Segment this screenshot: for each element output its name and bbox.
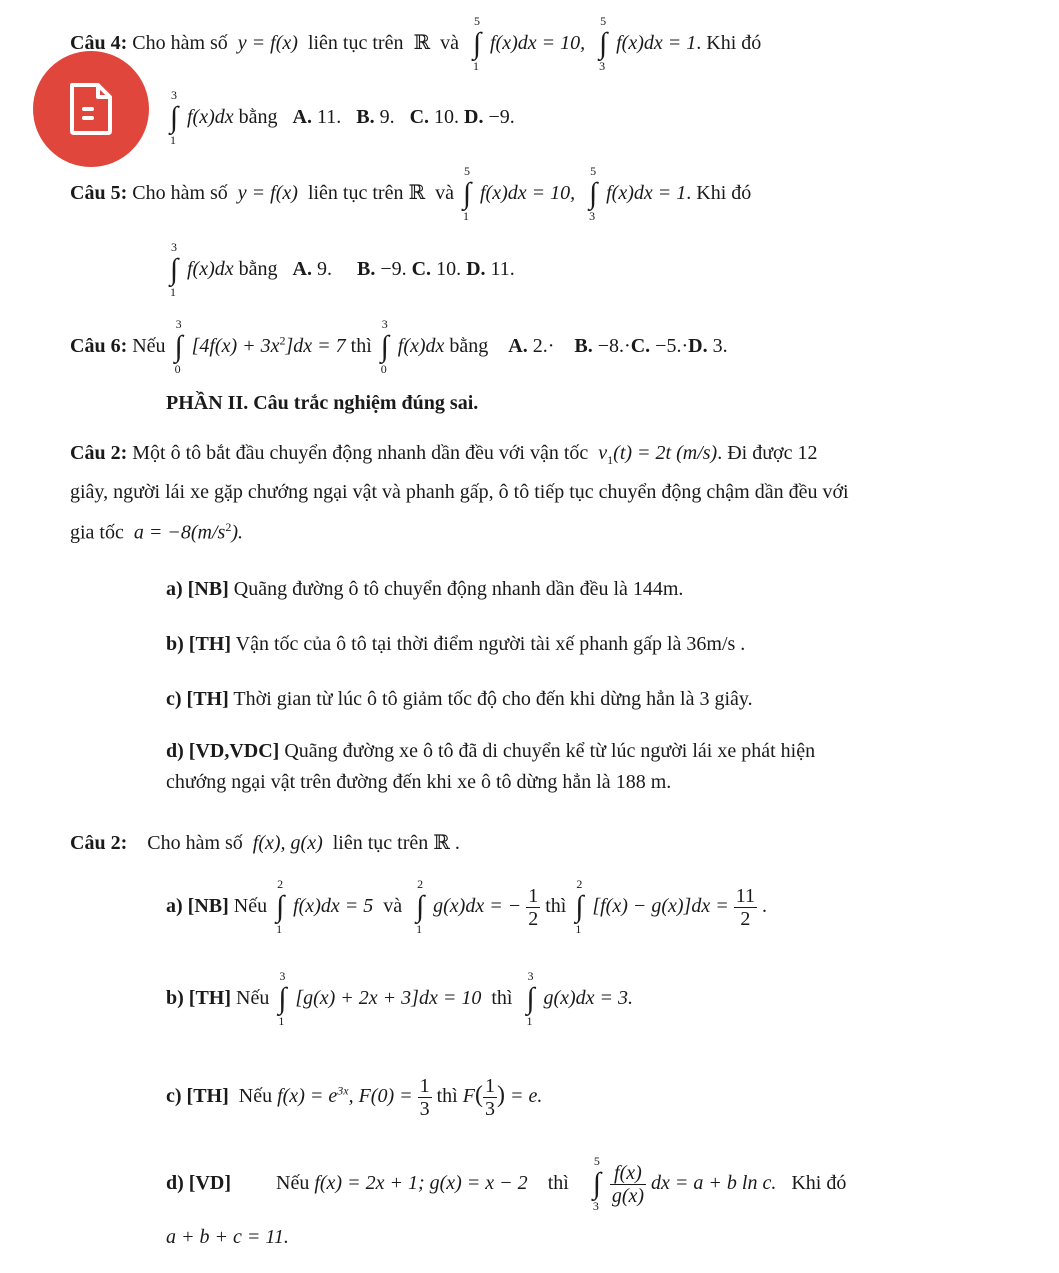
- q5-option-d: 11.: [490, 258, 515, 281]
- q2b-c-eq: = e.: [509, 1085, 543, 1108]
- q2b-a-label: a) [NB]: [166, 895, 229, 918]
- q6-option-a-label: A.: [508, 335, 528, 358]
- q2a-acc-exp: 2: [225, 520, 232, 534]
- q4-func: y = f(x): [237, 32, 298, 55]
- q2b-line-1: [70, 830, 460, 855]
- q5-and: và: [435, 182, 454, 205]
- q5-R: ℝ: [408, 182, 426, 205]
- q2b-a-int3: [f(x) − g(x)]dx =: [592, 895, 729, 918]
- q4-int1: f(x)dx = 10,: [489, 32, 586, 55]
- q6-option-b-label: B.: [574, 335, 593, 358]
- integral-sign: 3 ∫ 0: [380, 317, 389, 376]
- left-paren: (: [474, 1082, 483, 1109]
- part2-title: PHẦN II. Câu trắc nghiệm đúng sai.: [166, 392, 479, 414]
- q2a-b-label: b) [TH]: [166, 633, 231, 655]
- document-icon[interactable]: [33, 51, 149, 167]
- q6-neu: Nếu: [132, 335, 166, 358]
- q2b-c-label: c) [TH]: [166, 1085, 229, 1108]
- q4-option-c-label: C.: [409, 106, 430, 129]
- q2a-c-text: Thời gian từ lúc ô tô giảm tốc độ cho đến khi dừng hẳn là 3 giây.: [233, 688, 753, 710]
- q2a-text1: Một ô tô bắt đầu chuyển động nhanh dần đều với vận tốc: [132, 442, 589, 464]
- q2b-c-neu: Nếu: [238, 1085, 273, 1108]
- q2a-line-3: [70, 520, 243, 545]
- q2a-a-label: a) [NB]: [166, 578, 229, 600]
- one-third-fraction: $\frac{1}{3}$: [419, 1075, 430, 1120]
- q5-bang: bằng: [238, 258, 278, 281]
- q4-line-2: [166, 88, 515, 147]
- q2b-option-c: [166, 1075, 542, 1120]
- q2a-text1b: . Đi được 12: [717, 442, 818, 464]
- q4-option-b-label: B.: [356, 106, 375, 129]
- q5-line-1: [70, 164, 752, 223]
- q2b-c-thi: thì: [436, 1085, 458, 1108]
- q2b-d-thi: thì: [547, 1172, 569, 1195]
- q2b-a-neu: Nếu: [233, 895, 268, 918]
- q2b-d-f: f(x) = 2x + 1; g(x) = x − 2: [314, 1172, 528, 1195]
- q5-option-a-label: A.: [292, 258, 312, 281]
- q5-option-c-label: C.: [411, 258, 432, 281]
- q2b-d-khido: Khi đó: [791, 1172, 847, 1195]
- q4-R: ℝ: [413, 32, 431, 55]
- q2a-option-a: [166, 578, 683, 601]
- q2b-a-thi: thì: [545, 895, 567, 918]
- q2a-a-text: Quãng đường ô tô chuyển động nhanh dần đều là 144m.: [233, 578, 684, 600]
- q6-option-b: −8.·: [597, 335, 631, 358]
- integral-sign: 3 ∫ 1: [526, 969, 535, 1028]
- q4-option-a-label: A.: [292, 106, 312, 129]
- q5-option-c: 10.: [436, 258, 462, 281]
- q2a-text3: gia tốc: [70, 521, 124, 544]
- q5-line-2: [166, 240, 515, 299]
- q4-option-a: 11.: [316, 106, 342, 129]
- q2b-d-final: a + b + c = 11.: [166, 1226, 289, 1248]
- q2b-c-exp: 3x: [337, 1083, 349, 1098]
- q2b-d-res: dx = a + b ln c.: [651, 1172, 777, 1195]
- eleven-half-fraction: $\frac{11}{2}$: [735, 885, 755, 930]
- integral-sign: 2 ∫ 1: [275, 877, 285, 936]
- q2b-c-f: f(x) = e: [277, 1085, 338, 1108]
- one-third-fraction-arg: $\frac{1}{3}$: [484, 1075, 495, 1120]
- integral-sign: 3 ∫ 1: [278, 969, 287, 1028]
- q5-int3: f(x)dx: [187, 258, 234, 281]
- q5-int2: f(x)dx = 1: [606, 182, 687, 205]
- integral-sign: 5 ∫ 3: [592, 1154, 601, 1213]
- q2b-a-va: và: [383, 895, 403, 918]
- q6-option-d: 3.: [712, 335, 728, 358]
- q4-option-c: 10.: [434, 106, 460, 129]
- integral-sign: 5 ∫ 3: [589, 164, 598, 223]
- q2a-option-c: [166, 688, 753, 711]
- q4-and: và: [440, 32, 459, 55]
- q2b-b-label: b) [TH]: [166, 987, 231, 1010]
- q6-exponent: 2: [279, 333, 286, 348]
- q4-line-1: [70, 14, 762, 73]
- q2b-intro: Cho hàm số: [147, 832, 243, 854]
- integral-sign: 3 ∫ 0: [174, 317, 183, 376]
- integral-sign: 5 ∫ 1: [462, 164, 472, 223]
- q4-int2: f(x)dx = 1: [616, 32, 697, 55]
- q5-option-a: 9.: [316, 258, 332, 281]
- q2b-option-a: a) [NB] Nếu 2 ∫ 1 f(x)dx = 5 và 2 ∫ 1 g(x)dx = − $\frac{1}{2}$ thì 2 ∫ 1 [f(x) − g(x)]dx = $\frac{11}{2}$ .: [166, 877, 767, 936]
- q5-option-d-label: D.: [466, 258, 486, 281]
- q5-int1: f(x)dx = 10,: [479, 182, 576, 205]
- q2a-acc-end: ).: [231, 521, 243, 544]
- integral-sign: 3 ∫ 1: [169, 240, 179, 299]
- q4-intro: Cho hàm số: [132, 32, 228, 55]
- q6-int2: f(x)dx: [397, 335, 445, 358]
- integral-sign: 5 ∫ 1: [472, 14, 482, 73]
- q2a-label: Câu 2:: [70, 442, 128, 464]
- q6-option-c-label: C.: [630, 335, 651, 358]
- q4-bang: bằng: [238, 106, 278, 129]
- q2b-b-neu: Nếu: [236, 987, 270, 1010]
- q6-option-d-label: D.: [688, 335, 708, 358]
- q2a-d-text2: chướng ngại vật trên đường đến khi xe ô tô dừng hẳn là 188 m.: [166, 771, 672, 793]
- q4-option-d: −9.: [488, 106, 515, 129]
- q2b-b-int1: [g(x) + 2x + 3]dx = 10: [295, 987, 482, 1010]
- q6-label: Câu 6:: [70, 335, 128, 358]
- integral-sign: 2 ∫ 1: [416, 877, 425, 936]
- q2b-cont: liên tục trên ℝ .: [332, 832, 460, 854]
- q2b-funcs: f(x), g(x): [252, 832, 323, 854]
- q5-khido: . Khi đó: [686, 182, 752, 205]
- q4-cont: liên tục trên: [307, 32, 404, 55]
- q2b-option-b: [166, 969, 634, 1028]
- q2b-a-int2: g(x)dx = −: [433, 895, 522, 918]
- q2a-b-text: Vận tốc của ô tô tại thời điểm người tài xế phanh gấp là 36m/s .: [235, 633, 746, 655]
- q4-option-d-label: D.: [464, 106, 484, 129]
- q2a-v: v: [598, 442, 608, 464]
- q5-cont: liên tục trên: [307, 182, 404, 205]
- integral-sign: 2 ∫ 1: [575, 877, 584, 936]
- q2b-label: Câu 2:: [70, 832, 128, 854]
- q2a-acc: a = −8(m/s: [133, 521, 226, 544]
- q2a-v-subscript: 1: [607, 453, 614, 467]
- q2a-option-d: [166, 740, 815, 763]
- q5-func: y = f(x): [237, 182, 298, 205]
- q4-int3: f(x)dx: [187, 106, 234, 129]
- f-over-g-fraction: $\frac{f(x)}{g(x)}$: [611, 1162, 645, 1207]
- q2b-b-thi: thì: [491, 987, 513, 1010]
- q2a-d-label: d) [VD,VDC]: [166, 740, 280, 762]
- q5-option-b: −9.: [380, 258, 407, 281]
- right-paren: ): [496, 1082, 505, 1109]
- integral-sign: 5 ∫ 3: [599, 14, 608, 73]
- q6-option-c: −5.·: [655, 335, 689, 358]
- half-fraction: $\frac{1}{2}$: [528, 885, 539, 930]
- q2b-b-int2: g(x)dx = 3.: [543, 987, 634, 1010]
- q2b-option-d: [166, 1154, 847, 1213]
- q6-thi: thì: [350, 335, 372, 358]
- q5-option-b-label: B.: [356, 258, 376, 281]
- q2a-c-label: c) [TH]: [166, 688, 229, 710]
- q5-intro: Cho hàm số: [132, 182, 228, 205]
- q6-int1: [4f(x) + 3x: [191, 335, 280, 358]
- q6-line: [70, 317, 728, 376]
- q2a-d-text1: Quãng đường xe ô tô đã di chuyển kể từ lúc người lái xe phát hiện: [284, 740, 816, 762]
- q2b-c-F0: , F(0) =: [348, 1085, 413, 1108]
- integral-sign: 3 ∫ 1: [169, 88, 179, 147]
- q6-int1b: ]dx = 7: [285, 335, 346, 358]
- q4-option-b: 9.: [379, 106, 395, 129]
- q5-label: Câu 5:: [70, 182, 128, 205]
- q2b-d-neu: Nếu: [276, 1172, 310, 1195]
- q6-bang: bằng: [449, 335, 489, 358]
- q2b-a-int1: f(x)dx = 5: [293, 895, 374, 918]
- q2b-c-F: F: [462, 1085, 475, 1108]
- q4-khido: . Khi đó: [696, 32, 762, 55]
- q2a-option-b: [166, 633, 745, 656]
- q2a-text2: giây, người lái xe gặp chướng ngại vật và phanh gấp, ô tô tiếp tục chuyển động chậm dần đều với: [70, 481, 849, 503]
- file-icon: [68, 83, 114, 135]
- q6-option-a: 2.·: [532, 335, 555, 358]
- q4-label: Câu 4:: [70, 32, 128, 55]
- q2b-d-label: d) [VD]: [166, 1172, 231, 1195]
- q2a-v-eq: (t) = 2t (m/s): [613, 442, 718, 464]
- q2a-line-1: [70, 442, 818, 468]
